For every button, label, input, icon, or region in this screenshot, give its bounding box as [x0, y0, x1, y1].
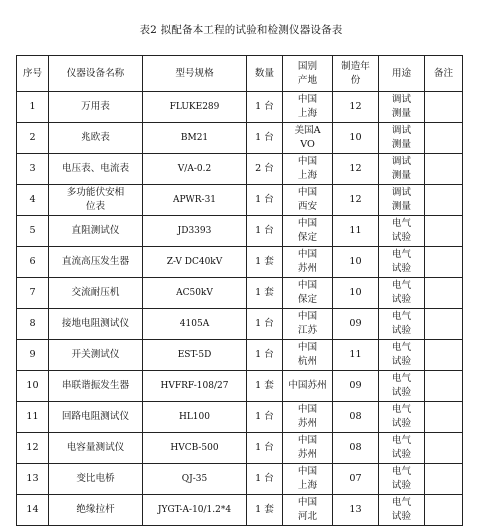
cell-seq: [17, 123, 49, 154]
cell-origin: [283, 92, 333, 123]
cell-qty: [247, 247, 283, 278]
table-row: [17, 278, 463, 309]
cell-model-text: HL100: [178, 412, 210, 422]
cell-seq: [17, 464, 49, 495]
cell-origin: [283, 464, 333, 495]
cell-remark: [425, 402, 463, 433]
cell-qty: [247, 216, 283, 247]
cell-seq-text: 2: [29, 132, 36, 143]
cell-use: [379, 216, 425, 247]
cell-name-text: 接地电阻测试仪: [61, 318, 130, 329]
cell-model-text: AC50kV: [176, 288, 213, 298]
cell-model: [143, 402, 247, 433]
cell-model: [143, 464, 247, 495]
cell-model-text: Z-V DC40kV: [166, 257, 223, 267]
cell-use-text: 电气试验: [391, 311, 412, 336]
cell-name: [49, 185, 143, 216]
cell-year-text: 09: [349, 318, 362, 329]
cell-qty-text: 1 台: [255, 225, 274, 236]
table-row: [17, 495, 463, 526]
cell-remark: [425, 433, 463, 464]
cell-name-text: 兆欧表: [81, 132, 110, 143]
table-row: [17, 216, 463, 247]
cell-origin: [283, 185, 333, 216]
cell-seq-text: 4: [29, 194, 36, 205]
cell-use: [379, 185, 425, 216]
cell-model: [143, 278, 247, 309]
table-row: [17, 402, 463, 433]
cell-name-text: 绝缘拉杆: [76, 504, 115, 515]
cell-use-text: 电气试验: [391, 342, 412, 367]
cell-qty-text: 1 套: [255, 380, 274, 391]
cell-model-text: HVCB-500: [170, 443, 219, 453]
cell-qty: [247, 123, 283, 154]
cell-seq: [17, 371, 49, 402]
cell-model: [143, 123, 247, 154]
cell-use: [379, 278, 425, 309]
cell-origin-text: 中国苏州: [297, 404, 318, 429]
cell-seq: [17, 92, 49, 123]
cell-qty-text: 1 台: [255, 442, 274, 453]
cell-year: [333, 123, 379, 154]
cell-name-text: 电容量测试仪: [66, 442, 125, 453]
cell-model: [143, 154, 247, 185]
header-remark: 备注: [425, 56, 463, 92]
cell-use-text: 电气试验: [391, 466, 412, 491]
cell-year-text: 10: [349, 287, 362, 298]
cell-name: [49, 464, 143, 495]
cell-use-text: 调试测量: [391, 187, 412, 212]
cell-name: [49, 247, 143, 278]
cell-year-text: 08: [349, 442, 362, 453]
cell-seq-text: 3: [29, 163, 36, 174]
cell-qty: [247, 309, 283, 340]
cell-use: [379, 495, 425, 526]
cell-origin-text: 中国保定: [297, 218, 318, 243]
cell-origin-text: 中国上海: [297, 94, 318, 119]
cell-name-text: 直流高压发生器: [61, 256, 130, 267]
cell-year: [333, 216, 379, 247]
header-year: 制造年份: [333, 56, 379, 92]
cell-seq: [17, 278, 49, 309]
cell-qty-text: 1 台: [255, 349, 274, 360]
table-row: [17, 92, 463, 123]
cell-year-text: 12: [349, 101, 362, 112]
cell-origin: [283, 433, 333, 464]
cell-name: [49, 371, 143, 402]
cell-year: [333, 185, 379, 216]
cell-qty-text: 1 台: [255, 411, 274, 422]
cell-use-text: 电气试验: [391, 435, 412, 460]
cell-year: [333, 371, 379, 402]
cell-qty: [247, 278, 283, 309]
cell-year-text: 08: [349, 411, 362, 422]
cell-year: [333, 278, 379, 309]
cell-qty: [247, 340, 283, 371]
cell-use: [379, 123, 425, 154]
cell-remark: [425, 216, 463, 247]
cell-year-text: 12: [349, 194, 362, 205]
cell-qty-text: 2 台: [255, 163, 274, 174]
header-name: 仪器设备名称: [49, 56, 143, 92]
cell-origin: [283, 402, 333, 433]
cell-origin-text: 中国上海: [297, 466, 318, 491]
table-row: [17, 371, 463, 402]
cell-seq: [17, 495, 49, 526]
cell-use: [379, 247, 425, 278]
cell-remark: [425, 340, 463, 371]
cell-year: [333, 433, 379, 464]
cell-qty-text: 1 台: [255, 132, 274, 143]
cell-name: [49, 433, 143, 464]
cell-model: [143, 185, 247, 216]
cell-use: [379, 433, 425, 464]
cell-model-text: EST-5D: [177, 350, 212, 360]
cell-remark: [425, 278, 463, 309]
table-row: [17, 154, 463, 185]
cell-model-text: HVFRF-108/27: [160, 381, 229, 391]
cell-origin-text: 美国AVO: [294, 125, 321, 150]
cell-use-text: 电气试验: [391, 373, 412, 398]
cell-seq-text: 13: [26, 473, 39, 484]
cell-year: [333, 402, 379, 433]
header-model: 型号规格: [143, 56, 247, 92]
cell-origin: [283, 123, 333, 154]
cell-origin: [283, 371, 333, 402]
cell-remark: [425, 495, 463, 526]
cell-year: [333, 154, 379, 185]
cell-use-text: 电气试验: [391, 404, 412, 429]
header-origin: 国别产地: [283, 56, 333, 92]
cell-model-text: V/A-0.2: [177, 164, 212, 174]
cell-use-text: 电气试验: [391, 280, 412, 305]
cell-name: [49, 402, 143, 433]
cell-seq-text: 10: [26, 380, 39, 391]
cell-origin-text: 中国上海: [297, 156, 318, 181]
cell-seq: [17, 216, 49, 247]
cell-origin-text: 中国苏州: [297, 435, 318, 460]
cell-remark: [425, 371, 463, 402]
cell-name-text: 电压表、电流表: [61, 163, 130, 174]
table-row: [17, 123, 463, 154]
cell-model-text: JYGT-A-10/1.2*4: [157, 505, 232, 515]
header-row: [17, 56, 463, 92]
cell-use-text: 调试测量: [391, 125, 412, 150]
cell-origin-text: 中国苏州: [297, 249, 318, 274]
cell-remark: [425, 154, 463, 185]
cell-model-text: 4105A: [179, 319, 210, 329]
cell-model: [143, 371, 247, 402]
cell-seq-text: 9: [29, 349, 36, 360]
table-row: [17, 464, 463, 495]
cell-qty: [247, 185, 283, 216]
cell-use: [379, 340, 425, 371]
cell-origin: [283, 216, 333, 247]
cell-qty-text: 1 台: [255, 318, 274, 329]
cell-name: [49, 92, 143, 123]
cell-origin-text: 中国苏州: [288, 380, 327, 391]
cell-remark: [425, 247, 463, 278]
header-qty: 数量: [247, 56, 283, 92]
cell-use-text: 电气试验: [391, 497, 412, 522]
header-seq: 序号: [17, 56, 49, 92]
cell-seq: [17, 433, 49, 464]
cell-model-text: APWR-31: [172, 195, 217, 205]
cell-seq: [17, 154, 49, 185]
cell-seq: [17, 340, 49, 371]
cell-origin: [283, 340, 333, 371]
cell-remark: [425, 92, 463, 123]
cell-use-text: 电气试验: [391, 218, 412, 243]
cell-qty: [247, 92, 283, 123]
cell-year-text: 13: [349, 504, 362, 515]
cell-qty-text: 1 台: [255, 194, 274, 205]
cell-qty: [247, 464, 283, 495]
cell-remark: [425, 123, 463, 154]
cell-model: [143, 247, 247, 278]
cell-qty: [247, 495, 283, 526]
cell-qty-text: 1 套: [255, 504, 274, 515]
cell-seq-text: 1: [29, 101, 36, 112]
cell-seq: [17, 402, 49, 433]
cell-origin: [283, 247, 333, 278]
cell-seq: [17, 247, 49, 278]
cell-name: [49, 495, 143, 526]
cell-use: [379, 154, 425, 185]
cell-model: [143, 309, 247, 340]
cell-origin-text: 中国西安: [297, 187, 318, 212]
cell-name: [49, 216, 143, 247]
cell-use-text: 电气试验: [391, 249, 412, 274]
cell-year-text: 09: [349, 380, 362, 391]
cell-seq-text: 14: [26, 504, 39, 515]
table-row: [17, 247, 463, 278]
cell-name-text: 回路电阻测试仪: [61, 411, 130, 422]
cell-model-text: JD3393: [177, 226, 212, 236]
cell-use-text: 调试测量: [391, 94, 412, 119]
cell-year: [333, 92, 379, 123]
cell-name-text: 变比电桥: [76, 473, 115, 484]
cell-name: [49, 340, 143, 371]
cell-year: [333, 309, 379, 340]
cell-qty: [247, 402, 283, 433]
cell-name-text: 串联谐振发生器: [61, 380, 130, 391]
cell-use: [379, 371, 425, 402]
cell-origin-text: 中国杭州: [297, 342, 318, 367]
cell-name: [49, 123, 143, 154]
table-caption: 表2 拟配备本工程的试验和检测仪器设备表: [139, 24, 343, 36]
cell-origin-text: 中国保定: [297, 280, 318, 305]
cell-year: [333, 495, 379, 526]
cell-use: [379, 402, 425, 433]
cell-name-text: 交流耐压机: [71, 287, 120, 298]
cell-remark: [425, 309, 463, 340]
cell-origin: [283, 495, 333, 526]
cell-qty-text: 1 套: [255, 287, 274, 298]
cell-origin-text: 中国河北: [297, 497, 318, 522]
cell-use: [379, 92, 425, 123]
table-row: [17, 185, 463, 216]
cell-year: [333, 340, 379, 371]
cell-seq: [17, 309, 49, 340]
cell-seq-text: 7: [29, 287, 36, 298]
cell-seq: [17, 185, 49, 216]
cell-origin-text: 中国江苏: [297, 311, 318, 336]
cell-name-text: 开关测试仪: [71, 349, 120, 360]
cell-year-text: 11: [349, 225, 362, 236]
table-body: [17, 92, 463, 526]
cell-year: [333, 464, 379, 495]
cell-year-text: 07: [349, 473, 362, 484]
cell-seq-text: 5: [29, 225, 36, 236]
cell-year-text: 12: [349, 163, 362, 174]
equipment-table: [16, 55, 463, 526]
cell-model: [143, 495, 247, 526]
cell-year: [333, 247, 379, 278]
cell-use: [379, 464, 425, 495]
cell-qty-text: 1 台: [255, 473, 274, 484]
cell-use: [379, 309, 425, 340]
cell-name: [49, 309, 143, 340]
cell-use-text: 调试测量: [391, 156, 412, 181]
cell-model: [143, 216, 247, 247]
cell-model: [143, 340, 247, 371]
cell-year-text: 11: [349, 349, 362, 360]
cell-origin: [283, 154, 333, 185]
cell-year-text: 10: [349, 256, 362, 267]
table-row: [17, 340, 463, 371]
cell-origin: [283, 309, 333, 340]
cell-seq-text: 12: [26, 442, 39, 453]
cell-name: [49, 278, 143, 309]
cell-qty-text: 1 台: [255, 101, 274, 112]
cell-seq-text: 8: [29, 318, 36, 329]
cell-name: [49, 154, 143, 185]
cell-model-text: BM21: [180, 133, 209, 143]
cell-name-text: 万用表: [81, 101, 110, 112]
cell-remark: [425, 185, 463, 216]
cell-name-text: 直阻测试仪: [71, 225, 120, 236]
header-use: 用途: [379, 56, 425, 92]
table-row: [17, 433, 463, 464]
cell-remark: [425, 464, 463, 495]
cell-qty: [247, 433, 283, 464]
cell-model-text: FLUKE289: [169, 102, 220, 112]
cell-name-text: 多功能伏安相位表: [66, 187, 125, 212]
cell-qty: [247, 154, 283, 185]
cell-qty: [247, 371, 283, 402]
cell-year-text: 10: [349, 132, 362, 143]
cell-seq-text: 11: [26, 411, 39, 422]
cell-model: [143, 433, 247, 464]
cell-qty-text: 1 套: [255, 256, 274, 267]
cell-model: [143, 92, 247, 123]
cell-origin: [283, 278, 333, 309]
cell-seq-text: 6: [29, 256, 36, 267]
table-row: [17, 309, 463, 340]
cell-model-text: QJ-35: [181, 474, 208, 484]
